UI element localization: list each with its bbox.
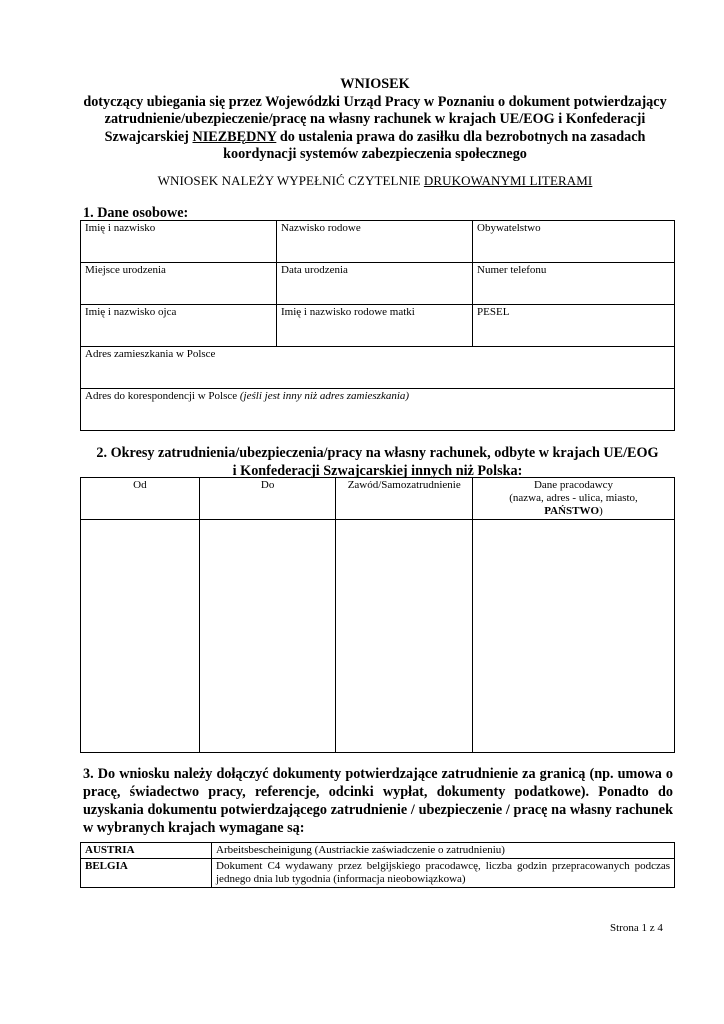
field-label: Miejsce urodzenia <box>85 264 166 276</box>
title-line-4-pre: Szwajcarskiej <box>104 128 193 145</box>
field-label: PESEL <box>477 306 510 318</box>
field-label: Imię i nazwisko ojca <box>85 306 177 318</box>
section-2-heading-line-1: 2. Okresy zatrudnienia/ubezpieczenia/pracy na własny rachunek, odbyte w krajach UE/EOG <box>96 445 659 461</box>
instruction-text: WNIOSEK NALEŻY WYPEŁNIĆ CZYTELNIE <box>157 173 424 188</box>
title-line-4 <box>70 129 680 147</box>
table-header-row <box>81 478 675 520</box>
field-label: Imię i nazwisko <box>85 222 156 234</box>
to-date-input[interactable] <box>199 520 336 753</box>
maiden-name-field[interactable] <box>277 221 473 263</box>
field-label: Imię i nazwisko rodowe matki <box>281 306 415 318</box>
country-documents-table <box>80 842 675 888</box>
employer-header-country: PAŃSTWO <box>544 505 600 517</box>
table-row <box>81 263 675 305</box>
field-label: Data urodzenia <box>281 264 348 276</box>
occupation-input[interactable] <box>336 520 473 753</box>
field-label: Nazwisko rodowe <box>281 222 361 234</box>
citizenship-field[interactable] <box>473 221 675 263</box>
fill-instruction <box>80 173 670 189</box>
page-number: Strona 1 z 4 <box>610 922 663 934</box>
table-row <box>81 389 675 431</box>
table-row <box>81 221 675 263</box>
field-label: Adres do korespondencji w Polsce <box>85 390 240 402</box>
column-header-from: Od <box>81 478 200 520</box>
title-line-4-post: do ustalenia prawa do zasiłku dla bezrobotnych na zasadach <box>276 128 646 145</box>
field-label: Numer telefonu <box>477 264 547 276</box>
employment-periods-table <box>80 477 675 753</box>
employer-header-line-3 <box>477 505 670 518</box>
from-date-input[interactable] <box>81 520 200 753</box>
field-note: (jeśli jest inny niż adres zamieszkania) <box>239 390 410 402</box>
correspondence-address-field[interactable] <box>81 389 675 431</box>
title-line-1: WNIOSEK <box>340 76 410 92</box>
column-header-to: Do <box>199 478 336 520</box>
country-cell: AUSTRIA <box>81 843 212 859</box>
title-line-2: dotyczący ubiegania się przez Wojewódzki Urząd Pracy w Poznaniu o dokument potwierdzający <box>83 93 667 110</box>
mother-name-field[interactable] <box>277 305 473 347</box>
table-row <box>81 859 675 888</box>
pesel-field[interactable] <box>473 305 675 347</box>
full-name-field[interactable] <box>81 221 277 263</box>
birthplace-field[interactable] <box>81 263 277 305</box>
document-cell: Dokument C4 wydawany przez belgijskiego pracodawcę, liczba godzin przepracowanych podczas jednego dnia lub tygodnia (informacja nieobowiązkowa) <box>212 859 675 888</box>
field-label: Adres zamieszkania w Polsce <box>85 348 216 360</box>
country-cell: BELGIA <box>81 859 212 888</box>
employer-header-line-2: (nazwa, adres - ulica, miasto, <box>509 492 638 504</box>
column-header-occupation: Zawód/Samozatrudnienie <box>336 478 473 520</box>
title-line-5: koordynacji systemów zabezpieczenia społecznego <box>223 146 527 162</box>
title-line-3: zatrudnienie/ubezpieczenie/pracę na własny rachunek w krajach UE/EOG i Konfederacji <box>104 111 646 127</box>
table-row <box>81 843 675 859</box>
table-row <box>81 520 675 753</box>
father-name-field[interactable] <box>81 305 277 347</box>
column-header-employer <box>473 478 675 520</box>
section-1-heading: 1. Dane osobowe: <box>83 205 189 221</box>
title-emphasis: NIEZBĘDNY <box>192 128 277 145</box>
document-title <box>70 76 680 164</box>
employer-header-line-1: Dane pracodawcy <box>533 479 614 491</box>
table-row <box>81 305 675 347</box>
address-field[interactable] <box>81 347 675 389</box>
instruction-emphasis: DRUKOWANYMI LITERAMI <box>423 173 593 188</box>
employer-header-close: ) <box>599 505 603 517</box>
birthdate-field[interactable] <box>277 263 473 305</box>
table-row <box>81 347 675 389</box>
section-2-heading <box>80 445 675 480</box>
phone-field[interactable] <box>473 263 675 305</box>
section-2-heading-line-2: i Konfederacji Szwajcarskiej innych niż Polska: <box>232 462 523 479</box>
section-3-heading: 3. Do wniosku należy dołączyć dokumenty potwierdzające zatrudnienie za granicą (np. umowa o pracę, świadectwo pracy, referencje, odcinki wypłat, dokumenty podatkowe). Ponadto do uzyskania dokumentu potwierdzającego zatrudnienie / ubezpieczenie / pracę na własny rachunek w wybranych krajach wymagane są: <box>83 766 673 836</box>
field-label: Obywatelstwo <box>477 222 541 234</box>
employer-data-input[interactable] <box>473 520 675 753</box>
personal-data-table <box>80 220 675 431</box>
document-cell: Arbeitsbescheinigung (Austriackie zaświadczenie o zatrudnieniu) <box>212 843 675 859</box>
